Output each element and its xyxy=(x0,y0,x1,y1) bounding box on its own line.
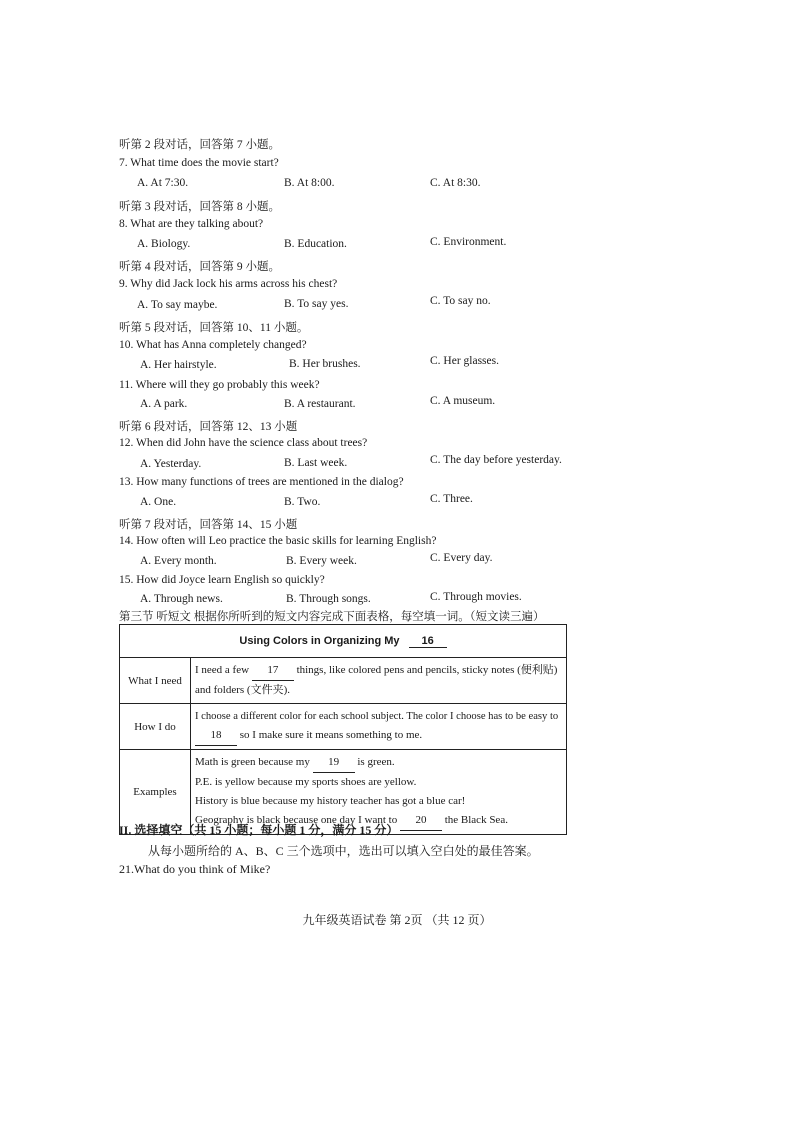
question-21-stem: 21.What do you think of Mike? xyxy=(119,862,271,876)
blank-20[interactable]: 20 xyxy=(400,811,442,831)
question-11-option-a: A. A park. xyxy=(140,398,188,410)
question-13-stem: 13. How many functions of trees are mentioned in the dialog? xyxy=(119,476,404,488)
row-label-what-i-need: What I need xyxy=(120,658,191,704)
section-header-dialog-2: 听第 2 段对话，回答第 7 小题。 xyxy=(119,139,280,151)
table-title-text: Using Colors in Organizing My xyxy=(239,634,400,647)
question-9-option-a: A. To say maybe. xyxy=(137,299,218,311)
page-footer: 九年级英语试卷 第 2页 （共 12 页） xyxy=(302,913,492,927)
question-12-stem: 12. When did John have the science class about trees? xyxy=(119,437,368,449)
question-14-stem: 14. How often will Leo practice the basic skills for learning English? xyxy=(119,535,437,547)
row1-text-pre: I need a few xyxy=(195,664,250,676)
row-label-how-i-do: How I do xyxy=(120,704,191,750)
question-11-option-c: C. A museum. xyxy=(430,395,496,407)
table-title xyxy=(120,625,567,658)
section-header-dialog-6: 听第 6 段对话，回答第 12、13 小题 xyxy=(119,421,298,433)
question-12-option-a: A. Yesterday. xyxy=(140,458,202,470)
question-12-option-c: C. The day before yesterday. xyxy=(430,454,562,466)
row3-line4-pre: Geography is black because one day I want to xyxy=(195,814,398,826)
blank-17[interactable]: 17 xyxy=(252,661,294,681)
question-14-option-a: A. Every month. xyxy=(140,555,217,567)
question-11-option-b: B. A restaurant. xyxy=(284,398,356,410)
row3-text-post: is green. xyxy=(357,756,395,768)
question-13-option-b: B. Two. xyxy=(284,496,321,508)
section-header-dialog-7: 听第 7 段对话，回答第 14、15 小题 xyxy=(119,519,298,531)
blank-19[interactable]: 19 xyxy=(313,753,355,773)
blank-16[interactable]: 16 xyxy=(409,635,447,648)
question-11-stem: 11. Where will they go probably this week? xyxy=(119,379,320,391)
row1-line-2: and folders (文件夹). xyxy=(195,684,291,696)
question-10-option-b: B. Her brushes. xyxy=(289,358,361,370)
table-row xyxy=(120,658,567,704)
row2-line-1: I choose a different color for each school subject. The color I choose has to be easy to xyxy=(195,711,559,722)
row3-line4-post: the Black Sea. xyxy=(444,814,508,826)
table-title-row xyxy=(120,625,567,658)
row3-text-pre: Math is green because my xyxy=(195,756,310,768)
question-8-option-b: B. Education. xyxy=(284,238,347,250)
section-header-dialog-5: 听第 5 段对话，回答第 10、11 小题。 xyxy=(119,322,309,334)
row1-text-post: things, like colored pens and pencils, sticky notes (便利贴) xyxy=(296,664,558,676)
question-7-option-a: A. At 7:30. xyxy=(137,177,189,189)
part-2-heading: II. 选择填空（共 15 小题；每小题 1 分，满分 15 分） xyxy=(119,823,399,837)
question-10-option-a: A. Her hairstyle. xyxy=(140,359,217,371)
question-13-option-c: C. Three. xyxy=(430,493,473,505)
question-8-option-a: A. Biology. xyxy=(137,238,191,250)
blank-18[interactable]: 18 xyxy=(195,726,237,746)
question-15-option-b: B. Through songs. xyxy=(286,593,371,605)
question-15-stem: 15. How did Joyce learn English so quickly? xyxy=(119,574,325,586)
row-label-examples: Examples xyxy=(120,750,191,835)
section-header-dialog-4: 听第 4 段对话，回答第 9 小题。 xyxy=(119,261,280,273)
row3-line-3: History is blue because my history teacher has got a blue car! xyxy=(195,795,466,807)
listening-table xyxy=(119,624,567,835)
question-14-option-b: B. Every week. xyxy=(286,555,357,567)
question-13-option-a: A. One. xyxy=(140,496,177,508)
row2-text-post: so I make sure it means something to me. xyxy=(239,729,423,741)
question-8-option-c: C. Environment. xyxy=(430,236,507,248)
question-10-option-c: C. Her glasses. xyxy=(430,355,499,367)
question-10-stem: 10. What has Anna completely changed? xyxy=(119,339,307,351)
question-7-option-c: C. At 8:30. xyxy=(430,177,481,189)
row-content-how-i-do xyxy=(191,704,567,750)
question-9-option-c: C. To say no. xyxy=(430,295,491,307)
question-8-stem: 8. What are they talking about? xyxy=(119,218,264,230)
section-header-dialog-3: 听第 3 段对话，回答第 8 小题。 xyxy=(119,201,280,213)
question-9-option-b: B. To say yes. xyxy=(284,298,349,310)
part-2-instruction: 从每小题所给的 A、B、C 三个选项中，选出可以填入空白处的最佳答案。 xyxy=(148,844,539,858)
question-14-option-c: C. Every day. xyxy=(430,552,493,564)
question-15-option-a: A. Through news. xyxy=(140,593,223,605)
row3-line-2: P.E. is yellow because my sports shoes are yellow. xyxy=(195,776,417,788)
question-7-stem: 7. What time does the movie start? xyxy=(119,157,279,169)
question-7-option-b: B. At 8:00. xyxy=(284,177,335,189)
question-12-option-b: B. Last week. xyxy=(284,457,348,469)
question-15-option-c: C. Through movies. xyxy=(430,591,522,603)
table-row xyxy=(120,704,567,750)
row-content-what-i-need xyxy=(191,658,567,704)
question-9-stem: 9. Why did Jack lock his arms across his chest? xyxy=(119,278,338,290)
part-3-heading: 第三节 听短文 根据你所听到的短文内容完成下面表格，每空填一词。（短文读三遍） xyxy=(119,611,545,623)
